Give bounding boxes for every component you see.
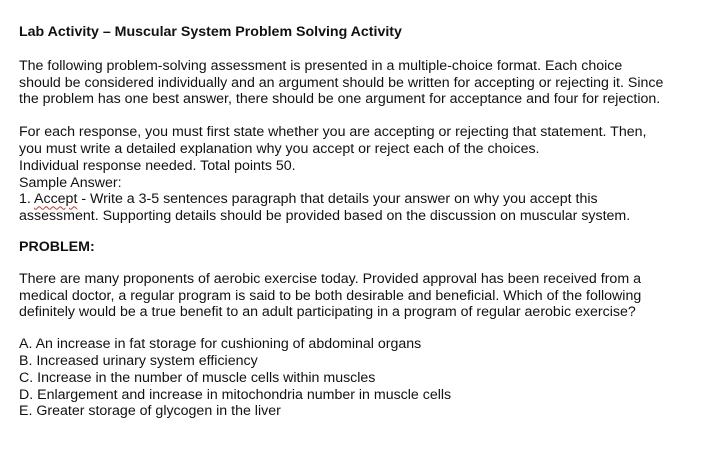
sample-answer-text: - Write a 3-5 sentences paragraph that details your answer on why you accept this — [77, 191, 598, 208]
intro-line: the problem has one best answer, there should be one argument for acceptance and four for rejection. — [19, 91, 661, 108]
instructions-line: For each response, you must first state whether you are accepting or rejecting that statement. Then, — [19, 124, 647, 141]
problem-line: definitely would be a true benefit to an adult participating in a program of regular aerobic exercise? — [19, 304, 636, 321]
choice-a: A. An increase in fat storage for cushioning of abdominal organs — [19, 336, 422, 353]
problem-line: medical doctor, a regular program is said to be both desirable and beneficial. Which of the following — [19, 287, 642, 304]
sample-answer-line — [19, 191, 699, 208]
intro-line: The following problem-solving assessment is presented in a multiple-choice format. Each choice — [19, 57, 623, 74]
sample-answer-label: Sample Answer: — [19, 174, 122, 191]
individual-note: Individual response needed. Total points 50. — [19, 157, 296, 174]
accept-word: Accept — [34, 191, 78, 208]
problem-heading: PROBLEM: — [19, 238, 95, 255]
document-title: Lab Activity – Muscular System Problem Solving Activity — [19, 24, 402, 40]
sample-number: 1. — [19, 191, 31, 208]
problem-paragraph — [19, 271, 699, 321]
instructions-paragraph — [19, 124, 699, 225]
choice-b: B. Increased urinary system efficiency — [19, 352, 258, 369]
instructions-line: you must write a detailed explanation why you accept or reject each of the choices. — [19, 140, 540, 157]
choice-d: D. Enlargement and increase in mitochondria number in muscle cells — [19, 386, 452, 403]
sample-answer-line: assessment. Supporting details should be provided based on the discussion on muscular system. — [19, 208, 631, 225]
choice-c: C. Increase in the number of muscle cells within muscles — [19, 369, 376, 386]
choice-e: E. Greater storage of glycogen in the liver — [19, 403, 281, 420]
intro-paragraph — [19, 58, 699, 108]
choice-list — [19, 336, 699, 420]
problem-line: There are many proponents of aerobic exercise today. Provided approval has been received from a — [19, 270, 641, 287]
intro-line: should be considered individually and an argument should be written for accepting or rejecting it. Since — [19, 74, 664, 91]
document-body — [19, 24, 699, 420]
